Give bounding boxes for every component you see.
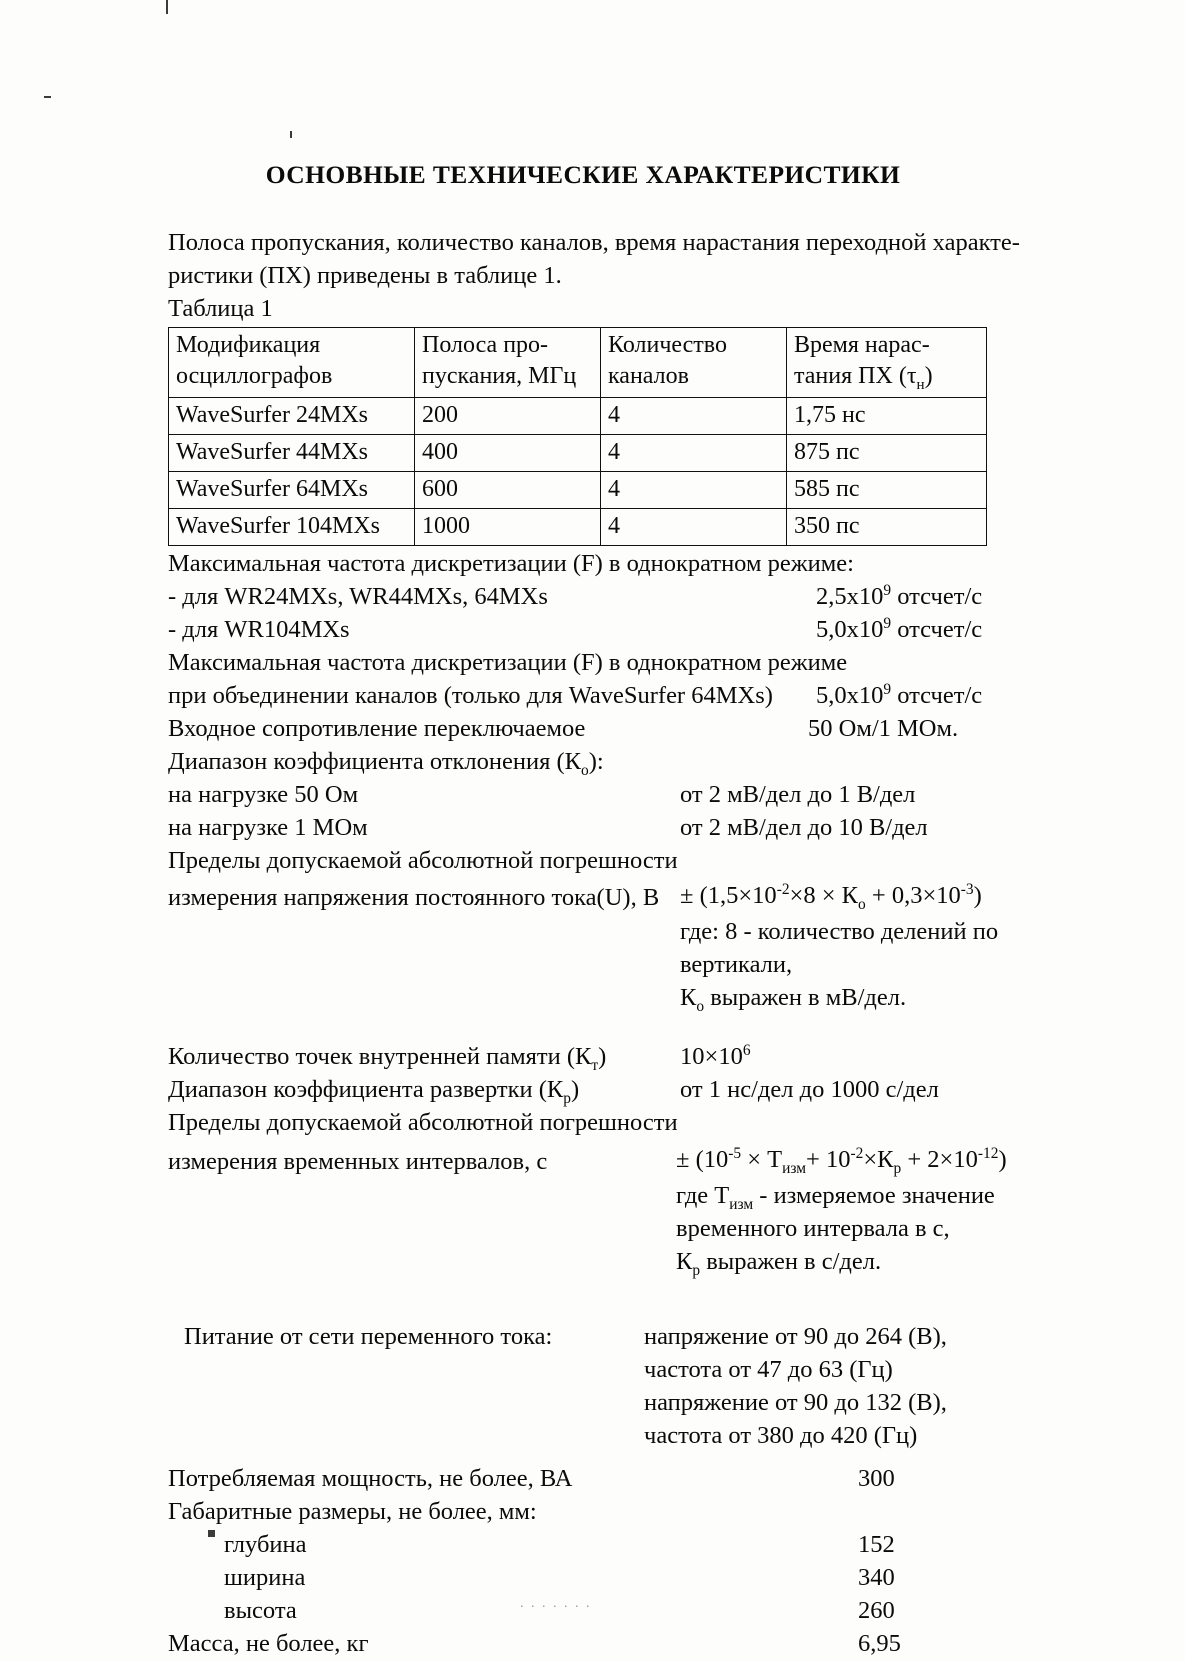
- value-exponent: 6: [742, 1041, 751, 1059]
- spec-sampling-heading: [168, 547, 998, 580]
- cell-channels: 4: [601, 472, 787, 509]
- note-part: К: [676, 1248, 693, 1275]
- spec-value: напряжение от 90 до 132 (В),: [644, 1389, 947, 1416]
- header-line-2-tail: ): [924, 363, 933, 389]
- spec-label: Питание от сети переменного тока:: [184, 1323, 553, 1350]
- table-row: [169, 398, 987, 435]
- footer-artifact: . . . . . . .: [520, 1596, 592, 1611]
- cell-bandwidth: 1000: [415, 509, 601, 546]
- spec-time-error-line-2: [168, 1139, 1007, 1179]
- header-subscript: н: [916, 376, 925, 393]
- header-line-1: Полоса про-: [422, 332, 549, 358]
- spec-voltage-note-1: [168, 915, 998, 948]
- formula-part: ×К: [863, 1146, 894, 1173]
- spec-sampling-row-1: [168, 580, 998, 613]
- intro-line-1: Полоса пропускания, количество каналов, время нарастания переходной характе-: [168, 229, 1020, 256]
- spec-voltage-note-2: [168, 948, 998, 981]
- spec-label: [168, 1040, 606, 1073]
- cell-rise-time: 875 пс: [787, 435, 987, 472]
- spec-power-frequency-1: [168, 1353, 998, 1386]
- voltage-error-formula: [680, 879, 982, 912]
- header-line-2: [794, 361, 980, 392]
- note-subscript: р: [692, 1261, 701, 1279]
- value-unit: отсчет/с: [891, 583, 983, 610]
- spec-value: [816, 679, 982, 712]
- value-mantissa: 10×10: [680, 1043, 743, 1070]
- spec-memory-points: [168, 1040, 998, 1073]
- value-mantissa: 5,0x10: [816, 616, 884, 643]
- note-part: выражен в мВ/дел.: [704, 984, 907, 1011]
- section-spacer: [168, 1014, 998, 1040]
- spec-sampling-combined-heading: [168, 646, 998, 679]
- spec-time-error-line-1: [168, 1106, 998, 1139]
- spec-time-note-1: [168, 1179, 998, 1212]
- cell-model: WaveSurfer 24MXs: [169, 398, 415, 435]
- document-content: [168, 160, 1020, 1660]
- label-text: Количество точек внутренней памяти (К: [168, 1043, 592, 1070]
- spec-label: измерения временных интервалов, с: [168, 1148, 548, 1175]
- table-header-row: [169, 328, 987, 398]
- spec-label: Входное сопротивление переключаемое: [168, 715, 586, 742]
- spec-value: [816, 580, 982, 613]
- formula-exponent: -3: [960, 880, 974, 898]
- table-body: [169, 398, 987, 546]
- label-subscript: р: [563, 1089, 571, 1107]
- cell-channels: 4: [601, 509, 787, 546]
- spec-value: напряжение от 90 до 264 (В),: [644, 1323, 947, 1350]
- spec-value: от 2 мВ/дел до 1 В/дел: [680, 781, 916, 808]
- note-part: выражен в с/дел.: [700, 1248, 882, 1275]
- value-unit: отсчет/с: [891, 682, 983, 709]
- spec-label: Потребляемая мощность, не более, ВА: [168, 1465, 573, 1492]
- spec-label: при объединении каналов (только для WaveSurfer 64MXs): [168, 682, 773, 709]
- header-line-1: Время нарас-: [794, 332, 930, 358]
- spec-power-voltage-2: [168, 1386, 998, 1419]
- spec-depth: [168, 1528, 998, 1561]
- spec-load-50ohm: [168, 778, 998, 811]
- spec-label: Пределы допускаемой абсолютной погрешности: [168, 1109, 678, 1136]
- header-line-2: каналов: [608, 363, 689, 389]
- spec-voltage-error-line-1: [168, 844, 998, 877]
- formula-part: + 10: [806, 1146, 851, 1173]
- value-exponent: 9: [883, 680, 892, 698]
- spec-value: 340: [858, 1564, 895, 1591]
- table-header-model: [169, 328, 415, 398]
- table-header-rise-time: [787, 328, 987, 398]
- formula-subscript: о: [858, 895, 866, 913]
- label-tail: ): [571, 1076, 580, 1103]
- spec-input-impedance: [168, 712, 998, 745]
- note-subscript: о: [696, 997, 705, 1015]
- value-unit: отсчет/с: [891, 616, 983, 643]
- spec-mass: [168, 1627, 998, 1660]
- margin-tick-left-mid: [290, 131, 292, 138]
- formula-part: ×8 × К: [789, 882, 859, 909]
- note-text: [676, 1245, 881, 1278]
- cell-model: WaveSurfer 44MXs: [169, 435, 415, 472]
- label-tail: ):: [588, 748, 604, 775]
- cell-channels: 4: [601, 398, 787, 435]
- spec-sampling-combined-row: [168, 679, 998, 712]
- header-line-1: Модификация: [176, 332, 321, 358]
- spec-label: глубина: [224, 1531, 307, 1558]
- spec-power-consumption: [168, 1462, 998, 1495]
- cell-rise-time: 1,75 нс: [787, 398, 987, 435]
- spec-value: [680, 1040, 751, 1073]
- spec-dimensions-heading: [168, 1495, 998, 1528]
- note-text: временного интервала в с,: [676, 1215, 950, 1242]
- header-line-2: пускания, МГц: [422, 363, 577, 389]
- spec-time-note-3: [168, 1245, 998, 1278]
- formula-exponent: -2: [850, 1144, 864, 1162]
- note-part: где Т: [676, 1182, 730, 1209]
- note-text: [676, 1179, 995, 1212]
- margin-tick-left-upper: [44, 96, 51, 98]
- cell-model: WaveSurfer 104MXs: [169, 509, 415, 546]
- formula-exponent: -12: [977, 1144, 999, 1162]
- spec-label: - для WR24MXs, WR44MXs, 64MXs: [168, 583, 548, 610]
- page-title: ОСНОВНЫЕ ТЕХНИЧЕСКИЕ ХАРАКТЕРИСТИКИ: [265, 160, 901, 189]
- margin-tick-top: [166, 0, 168, 14]
- spec-power-frequency-2: [168, 1419, 998, 1452]
- note-text: где: 8 - количество делений по: [680, 918, 999, 945]
- specifications-list: [168, 547, 1007, 1660]
- spec-load-1megohm: [168, 811, 998, 844]
- specifications-table: [168, 327, 987, 546]
- spec-sweep-range: [168, 1073, 998, 1106]
- table-header-channels: [601, 328, 787, 398]
- label-subscript: т: [591, 1056, 599, 1074]
- spec-value: частота от 380 до 420 (Гц): [644, 1422, 918, 1449]
- formula-exponent: -5: [728, 1144, 742, 1162]
- spec-sampling-row-2: [168, 613, 998, 646]
- section-spacer: [168, 1452, 998, 1462]
- formula-part: ± (1,5×10: [680, 882, 777, 909]
- formula-part: ): [998, 1146, 1007, 1173]
- spec-value: [816, 613, 982, 646]
- header-line-1: Количество: [608, 332, 727, 358]
- cell-bandwidth: 400: [415, 435, 601, 472]
- spec-label: Пределы допускаемой абсолютной погрешности: [168, 847, 678, 874]
- formula-part: + 2×10: [901, 1146, 978, 1173]
- spec-voltage-error-line-2: [168, 877, 998, 915]
- spec-deflection-heading: [168, 745, 998, 778]
- spec-value: 300: [858, 1465, 895, 1492]
- table-row: [169, 472, 987, 509]
- cell-bandwidth: 600: [415, 472, 601, 509]
- section-spacer: [168, 1278, 998, 1320]
- formula-exponent: -2: [776, 880, 790, 898]
- cell-channels: 4: [601, 435, 787, 472]
- value-exponent: 9: [883, 614, 892, 632]
- formula-part: + 0,3×10: [865, 882, 961, 909]
- cell-rise-time: 585 пс: [787, 472, 987, 509]
- label-tail: ): [598, 1043, 607, 1070]
- label-text: Диапазон коэффициента отклонения (К: [168, 748, 582, 775]
- header-line-2: осциллографов: [176, 363, 333, 389]
- spec-label: Масса, не более, кг: [168, 1630, 369, 1657]
- formula-subscript: р: [893, 1159, 902, 1177]
- spec-value: 6,95: [858, 1630, 901, 1657]
- spec-label: на нагрузке 1 МОм: [168, 814, 368, 841]
- note-text: вертикали,: [680, 951, 793, 978]
- spec-value: от 1 нс/дел до 1000 с/дел: [680, 1076, 939, 1103]
- spec-label: [168, 745, 604, 778]
- spec-label: высота: [224, 1597, 297, 1624]
- note-text: [680, 981, 906, 1014]
- table-caption: Таблица 1: [168, 295, 273, 322]
- table-row: [169, 435, 987, 472]
- note-part: - измеряемое значение: [753, 1182, 995, 1209]
- value-exponent: 9: [883, 581, 892, 599]
- value-mantissa: 5,0x10: [816, 682, 884, 709]
- table-header-bandwidth: [415, 328, 601, 398]
- formula-part: ): [973, 882, 982, 909]
- spec-value: 260: [858, 1597, 895, 1624]
- label-subscript: о: [581, 761, 589, 779]
- intro-line-2: ристики (ПХ) приведены в таблице 1.: [168, 262, 562, 289]
- spec-label: - для WR104MXs: [168, 616, 350, 643]
- spec-label: [168, 1073, 579, 1106]
- spec-power-supply: [168, 1320, 998, 1353]
- value-mantissa: 2,5x10: [816, 583, 884, 610]
- cell-model: WaveSurfer 64MXs: [169, 472, 415, 509]
- formula-part: ± (10: [676, 1146, 729, 1173]
- cell-rise-time: 350 пс: [787, 509, 987, 546]
- header-line-2-text: тания ПХ (τ: [794, 363, 917, 389]
- spec-value: 152: [858, 1531, 895, 1558]
- spec-label: Максимальная частота дискретизации (F) в однократном режиме:: [168, 550, 854, 577]
- spec-time-note-2: [168, 1212, 998, 1245]
- spec-label: измерения напряжения постоянного тока(U), В: [168, 884, 660, 911]
- spec-label: Максимальная частота дискретизации (F) в однократном режиме: [168, 649, 848, 676]
- time-error-formula: [676, 1143, 1007, 1176]
- intro-paragraph: [168, 226, 1020, 292]
- note-part: К: [680, 984, 697, 1011]
- spec-value: 50 Ом/1 МОм.: [808, 715, 959, 742]
- table-row: [169, 509, 987, 546]
- spec-value: от 2 мВ/дел до 10 В/дел: [680, 814, 928, 841]
- formula-part: × Т: [741, 1146, 783, 1173]
- spec-width: [168, 1561, 998, 1594]
- spec-voltage-note-3: [168, 981, 998, 1014]
- spec-label: ширина: [224, 1564, 306, 1591]
- label-text: Диапазон коэффициента развертки (К: [168, 1076, 564, 1103]
- cell-bandwidth: 200: [415, 398, 601, 435]
- spec-label: на нагрузке 50 Ом: [168, 781, 359, 808]
- spec-label: Габаритные размеры, не более, мм:: [168, 1498, 537, 1525]
- spec-value: частота от 47 до 63 (Гц): [644, 1356, 893, 1383]
- note-subscript: изм: [729, 1195, 754, 1213]
- formula-subscript: изм: [782, 1159, 807, 1177]
